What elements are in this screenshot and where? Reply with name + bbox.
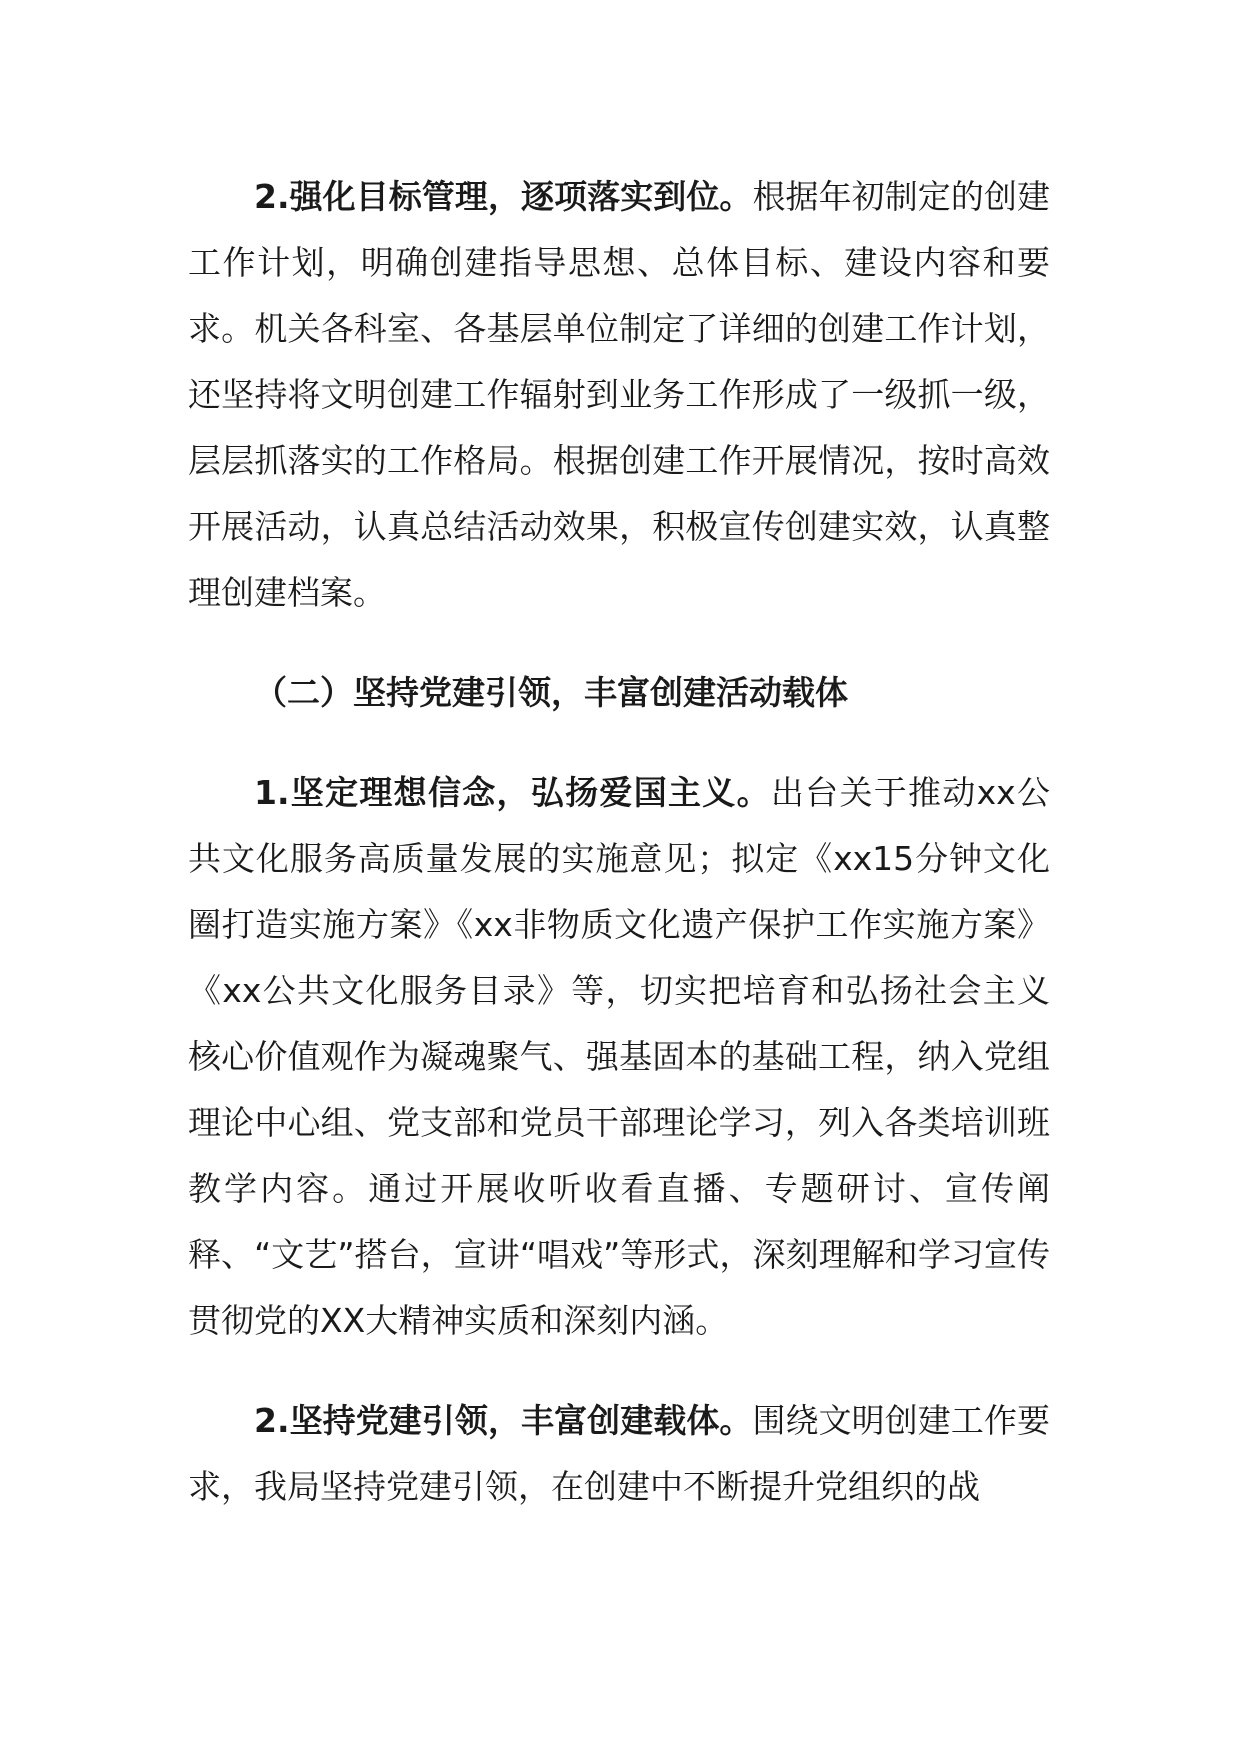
paragraph-text: 根据年初制定的创建工作计划，明确创建指导思想、总体目标、建设内容和要求。机关各科室、各基层单位制定了详细的创建工作计划，还坚持将文明创建工作辐射到业务工作形成了一级抓一级，层层抓落实的工作格局。根据创建工作开展情况，按时高效开展活动，认真总结活动效果，积极宣传创建实效，认真整理创建档案。 <box>188 177 1051 612</box>
paragraph-text: 出台关于推动xx公共文化服务高质量发展的实施意见；拟定《xx15分钟文化圈打造实施方案》《xx非物质文化遗产保护工作实施方案》《xx公共文化服务目录》等，切实把培育和弘扬社会主义核心价值观作为凝魂聚气、强基固本的基础工程，纳入党组理论中心组、党支部和党员干部理论学习，列入各类培训班教学内容。通过开展收听收看直播、专题研讨、宣传阐释、“文艺”搭台，宣讲“唱戏”等形式，深刻理解和学习宣传贯彻党的XX大精神实质和深刻内涵。 <box>188 773 1050 1340</box>
paragraph-party-building <box>188 1388 1050 1520</box>
paragraph-lead: 2.强化目标管理，逐项落实到位。 <box>254 177 753 216</box>
section-heading: （二）坚持党建引领，丰富创建活动载体 <box>254 673 848 712</box>
paragraph-text: 围绕文明创建工作要求，我局坚持党建引领，在创建中不断提升党组织的战 <box>188 1401 1051 1506</box>
paragraph-lead: 1.坚定理想信念，弘扬爱国主义。 <box>254 773 771 812</box>
paragraph-ideals-patriotism <box>188 760 1050 1354</box>
document-body <box>188 164 1050 1520</box>
paragraph-target-management <box>188 164 1050 626</box>
paragraph-lead: 2.坚持党建引领，丰富创建载体。 <box>254 1401 753 1440</box>
